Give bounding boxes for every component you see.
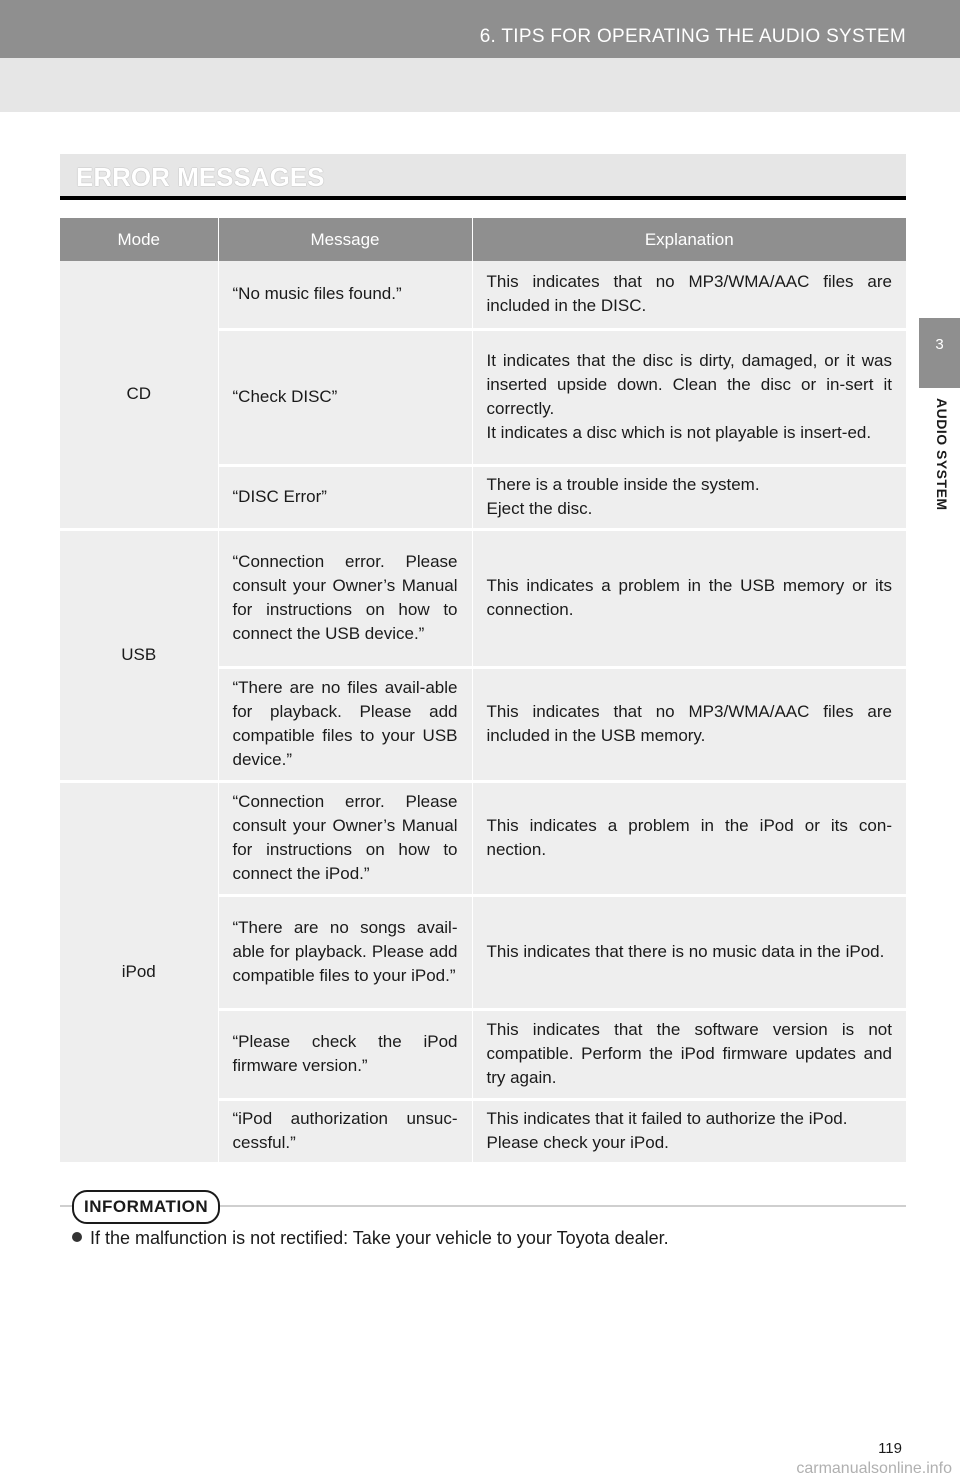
chapter-side-label: [934, 398, 956, 558]
bullet-icon: [72, 1232, 82, 1242]
chapter-side-label-text: AUDIO SYSTEM: [934, 398, 950, 511]
mode-cell-ipod: iPod: [60, 781, 218, 1163]
chapter-title: 6. TIPS FOR OPERATING THE AUDIO SYSTEM: [479, 26, 906, 47]
error-messages-table: [60, 218, 906, 1165]
message-cell: “Connection error. Please consult your Owner’s Manual for instructions on how to connect the iPod.”: [218, 781, 472, 895]
explanation-line: It indicates a disc which is not playable is insert-ed.: [486, 423, 872, 442]
table-row: [60, 781, 906, 895]
table-row: [60, 529, 906, 667]
section-header: [60, 154, 906, 200]
message-cell: “Check DISC”: [218, 329, 472, 465]
message-cell: “Please check the iPod firmware version.”: [218, 1009, 472, 1099]
explanation-cell: This indicates that the software version is not compatible. Perform the iPod firmware updates and try again.: [472, 1009, 906, 1099]
page-number: 119: [878, 1440, 902, 1457]
explanation-cell: This indicates a problem in the USB memory or its connection.: [472, 529, 906, 667]
explanation-line: This indicates that it failed to authorize the iPod.: [486, 1109, 848, 1128]
header-sub-band: [0, 58, 960, 112]
explanation-line: Eject the disc.: [486, 499, 593, 518]
information-note-text: If the malfunction is not rectified: Take your vehicle to your Toyota dealer.: [90, 1228, 669, 1248]
message-cell: “iPod authorization unsuc-cessful.”: [218, 1099, 472, 1163]
column-header-mode: Mode: [60, 218, 218, 261]
explanation-line: It indicates that the disc is dirty, damaged, or it was inserted upside down. Clean the disc or in-sert it correctly.: [486, 351, 892, 418]
explanation-cell: This indicates that no MP3/WMA/AAC files are included in the USB memory.: [472, 667, 906, 781]
table-row: [60, 261, 906, 329]
column-header-explanation: Explanation: [472, 218, 906, 261]
mode-cell-cd: CD: [60, 261, 218, 529]
information-note: [72, 1228, 669, 1249]
explanation-cell: [472, 1099, 906, 1163]
message-cell: “No music files found.”: [218, 261, 472, 329]
header-band: [0, 0, 960, 58]
chapter-tab[interactable]: [919, 318, 960, 388]
message-cell: “DISC Error”: [218, 465, 472, 529]
information-badge: INFORMATION: [72, 1190, 220, 1224]
message-cell: “Connection error. Please consult your Owner’s Manual for instructions on how to connect the USB device.”: [218, 529, 472, 667]
message-cell: “There are no files avail-able for playback. Please add compatible files to your USB device.”: [218, 667, 472, 781]
section-title: ERROR MESSAGES: [76, 162, 325, 192]
explanation-cell: [472, 329, 906, 465]
column-header-message: Message: [218, 218, 472, 261]
mode-cell-usb: USB: [60, 529, 218, 781]
explanation-line: Please check your iPod.: [486, 1133, 669, 1152]
explanation-cell: This indicates that no MP3/WMA/AAC files are included in the DISC.: [472, 261, 906, 329]
chapter-tab-number: 3: [935, 336, 944, 353]
message-cell: “There are no songs avail-able for playback. Please add compatible files to your iPod.”: [218, 895, 472, 1009]
explanation-cell: This indicates a problem in the iPod or its con-nection.: [472, 781, 906, 895]
explanation-line: There is a trouble inside the system.: [486, 475, 760, 494]
explanation-cell: [472, 465, 906, 529]
table-header-row: [60, 218, 906, 261]
explanation-cell: This indicates that there is no music data in the iPod.: [472, 895, 906, 1009]
watermark: carmanualsonline.info: [796, 1460, 952, 1477]
